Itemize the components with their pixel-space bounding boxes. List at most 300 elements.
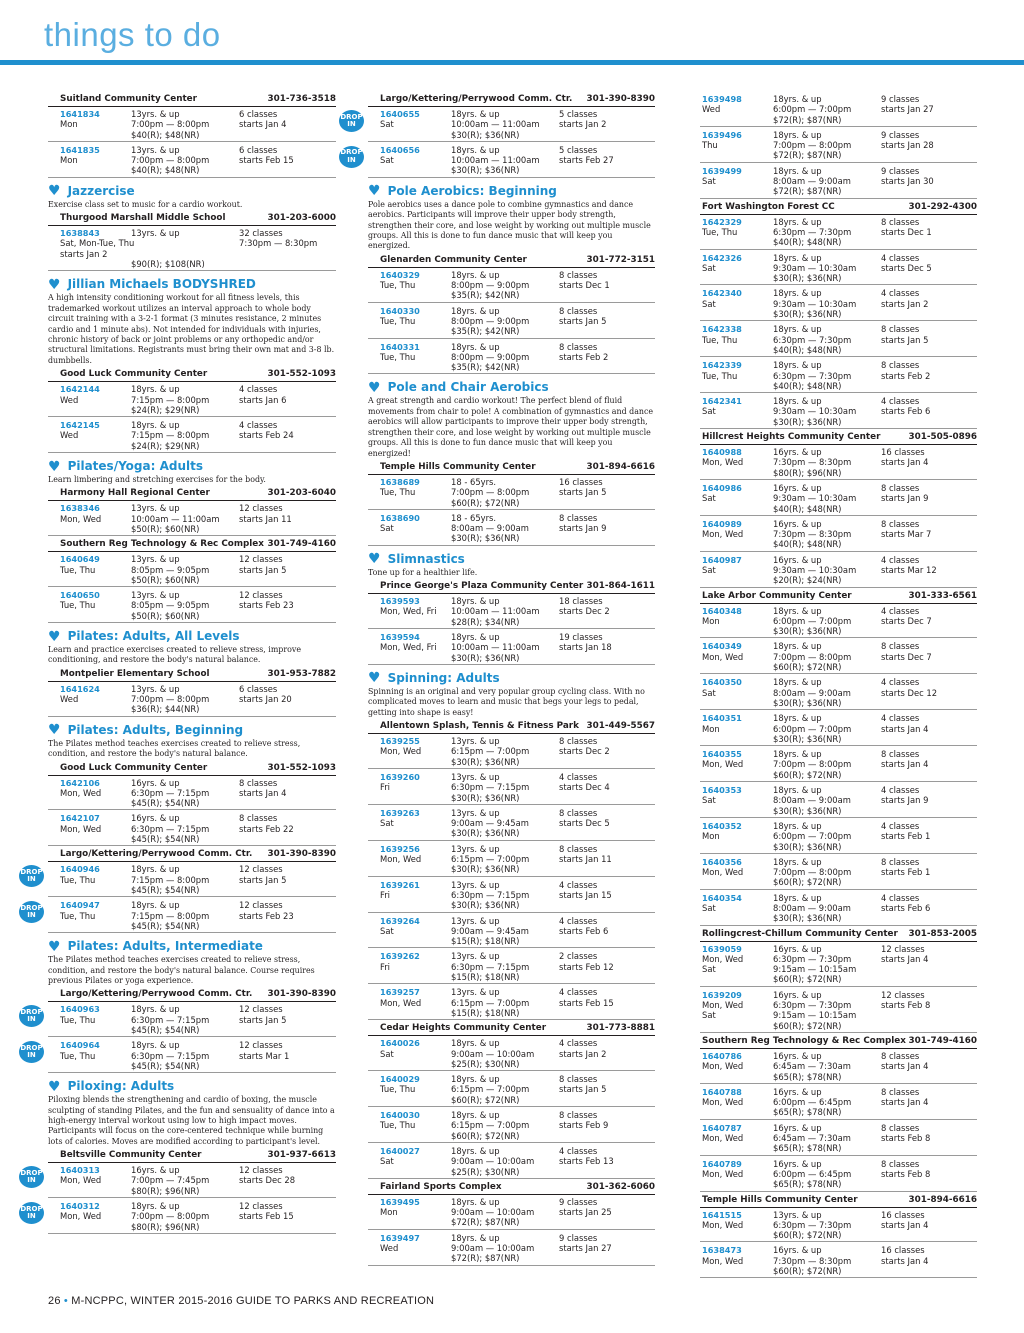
course-time: 6:30pm — 7:15pm	[451, 782, 530, 793]
course-time: 6:30pm — 7:30pm	[773, 334, 852, 345]
course-start: starts Feb 9	[559, 1120, 609, 1131]
venue-name: Hillcrest Heights Community Center	[702, 432, 881, 443]
course-number[interactable]: 1640963	[60, 1004, 100, 1015]
venue-name: Good Luck Community Center	[60, 762, 208, 773]
course-row	[60, 684, 336, 694]
course-row	[380, 306, 655, 316]
course-row	[380, 477, 655, 487]
course-number[interactable]: 1640355	[702, 749, 742, 760]
course-number[interactable]: 1639593	[380, 596, 420, 607]
course-age: 18yrs. & up	[451, 305, 500, 316]
course-start: starts Feb 22	[239, 823, 294, 834]
course-row	[380, 1233, 655, 1243]
venue-header	[48, 93, 336, 107]
course-classes: 4 classes	[559, 772, 598, 782]
course-row	[702, 944, 977, 954]
course-number[interactable]: 1640349	[702, 641, 742, 652]
course-time: 7:00pm — 8:00pm	[131, 119, 210, 130]
course-start: starts Dec 2	[559, 746, 610, 757]
course-start: starts Jan 4	[881, 1097, 929, 1108]
venue-phone: 301-773-8881	[586, 1023, 655, 1034]
course-listing	[368, 843, 655, 877]
course-start: starts Dec 28	[239, 1175, 296, 1186]
course-age: 16yrs. & up	[773, 943, 822, 954]
course-start: starts Feb 2	[559, 351, 609, 362]
course-days: Sat	[380, 119, 394, 130]
course-days: Mon, Wed	[702, 529, 744, 540]
course-row	[702, 335, 977, 345]
course-age: 16yrs. & up	[773, 989, 822, 1000]
course-age: 18yrs. & up	[773, 165, 822, 176]
course-days: Mon, Wed, Fri	[380, 606, 437, 617]
course-age: 18yrs. & up	[773, 252, 822, 263]
heart-icon: ♥	[368, 551, 381, 568]
course-listing	[700, 446, 977, 480]
course-time: 7:00pm — 8:00pm	[451, 487, 530, 498]
course-row	[702, 483, 977, 493]
course-row	[702, 217, 977, 227]
course-row	[380, 746, 655, 756]
course-number[interactable]: 1642145	[60, 420, 100, 431]
course-number[interactable]: 1640353	[702, 785, 742, 796]
course-number[interactable]: 1640354	[702, 892, 742, 903]
course-row	[380, 926, 655, 936]
course-number[interactable]: 1641834	[60, 109, 100, 119]
course-fee: $28(R); $34(NR)	[451, 616, 520, 627]
course-start: starts Jan 2	[881, 298, 929, 309]
course-row	[380, 818, 655, 828]
course-number[interactable]: 1640348	[702, 605, 742, 616]
course-number[interactable]: 1642144	[60, 384, 100, 395]
course-number[interactable]: 1639262	[380, 951, 420, 962]
course-number[interactable]: 1640989	[702, 518, 742, 529]
course-fee: $30(R); $36(NR)	[773, 697, 842, 708]
course-age: 18yrs. & up	[451, 109, 500, 119]
course-row	[380, 280, 655, 290]
venue-header	[48, 762, 336, 776]
course-classes: 5 classes	[559, 109, 598, 119]
course-number[interactable]: 1639059	[702, 943, 742, 954]
course-fee: $15(R); $18(NR)	[451, 936, 520, 947]
course-listing	[700, 1244, 977, 1278]
course-time: 10:00am — 11:00am	[451, 119, 540, 130]
course-age: 18yrs. & up	[773, 785, 822, 796]
course-number[interactable]: 1639257	[380, 987, 420, 998]
course-number[interactable]: 1642339	[702, 360, 742, 371]
course-number[interactable]: 1640986	[702, 482, 742, 493]
course-classes: 16 classes	[881, 447, 925, 458]
course-time: 6:30pm — 7:15pm	[131, 787, 210, 798]
course-listing	[368, 341, 655, 375]
course-days: Sat	[702, 298, 716, 309]
course-age: 18yrs. & up	[131, 384, 180, 395]
course-number[interactable]: 1642329	[702, 216, 742, 227]
course-start: starts Dec 5	[559, 818, 610, 829]
course-number[interactable]: 1641515	[702, 1209, 742, 1220]
program-title	[368, 380, 655, 395]
course-row	[380, 119, 655, 129]
course-row	[380, 1243, 655, 1253]
course-classes: 12 classes	[239, 1201, 283, 1212]
course-number[interactable]: 1638843	[60, 228, 100, 239]
course-listing	[700, 287, 977, 321]
course-classes: 18 classes	[559, 596, 603, 607]
course-age: 18yrs. & up	[773, 713, 822, 724]
course-row	[702, 140, 977, 150]
course-days: Sat	[702, 406, 716, 417]
course-classes: 2 classes	[559, 951, 598, 962]
course-number[interactable]: 1640026	[380, 1038, 420, 1049]
program-title	[48, 629, 336, 644]
course-number[interactable]: 1639497	[380, 1232, 420, 1243]
course-number[interactable]: 1639263	[380, 807, 420, 818]
course-number[interactable]: 1639209	[702, 989, 742, 1000]
course-fee: $45(R); $54(NR)	[131, 1060, 200, 1071]
course-listing	[700, 640, 977, 674]
course-listing	[368, 986, 655, 1020]
course-fee: $40(R); $48(NR)	[773, 237, 842, 248]
course-row	[60, 1201, 336, 1211]
course-number[interactable]: 1640312	[60, 1201, 100, 1212]
course-listing	[368, 269, 655, 303]
course-start: starts Jan 28	[881, 140, 934, 151]
page-title: things to do	[44, 16, 221, 53]
course-start: starts Jan 2	[559, 119, 607, 130]
course-days: Sat	[702, 795, 716, 806]
course-age: 18yrs. & up	[451, 144, 500, 155]
course-number[interactable]: 1640029	[380, 1074, 420, 1085]
course-number[interactable]: 1640351	[702, 713, 742, 724]
course-number[interactable]: 1642107	[60, 813, 100, 824]
course-classes: 9 classes	[881, 94, 920, 104]
drop-in-badge	[339, 146, 364, 168]
course-time: 7:00pm — 7:45pm	[131, 1175, 210, 1186]
course-age: 13yrs. & up	[451, 843, 500, 854]
course-row	[702, 990, 977, 1000]
course-age: 18yrs. & up	[451, 632, 500, 642]
course-number[interactable]: 1639499	[702, 165, 742, 176]
course-fee: $72(R); $87(NR)	[451, 1217, 520, 1228]
course-listing	[340, 144, 655, 178]
drop-in-badge	[19, 865, 44, 887]
course-row	[60, 600, 336, 610]
course-number[interactable]: 1640331	[380, 341, 420, 352]
venue-name: Fort Washington Forest CC	[702, 201, 835, 212]
drop-in-label: DROP	[20, 1204, 43, 1213]
course-start: starts Feb 24	[239, 430, 294, 441]
course-listing	[700, 216, 977, 250]
course-start: starts Jan 11	[559, 854, 612, 865]
course-row	[702, 371, 977, 381]
course-classes: 4 classes	[559, 915, 598, 926]
course-row	[380, 316, 655, 326]
course-listing	[700, 395, 977, 429]
course-days: Mon, Wed	[702, 1061, 744, 1072]
course-number[interactable]: 1638689	[380, 476, 420, 487]
course-listing	[340, 108, 655, 142]
course-days: Tue, Thu	[380, 351, 416, 362]
course-start: starts Jan 4	[239, 119, 287, 130]
course-time: 9:30am — 10:30am	[773, 406, 857, 417]
venue-phone: 301-552-1093	[267, 762, 336, 773]
course-days: Mon, Wed	[702, 1000, 744, 1011]
course-age: 13yrs. & up	[451, 951, 500, 962]
course-fee: $60(R); $72(NR)	[773, 662, 842, 673]
venue-header	[368, 254, 655, 268]
course-start: starts Jan 5	[559, 487, 607, 498]
program-title	[368, 671, 655, 686]
course-number[interactable]: 1639256	[380, 843, 420, 854]
course-time: 8:00am — 9:00am	[773, 795, 851, 806]
course-number[interactable]: 1639498	[702, 94, 742, 104]
course-number[interactable]: 1639261	[380, 879, 420, 890]
drop-in-label: DROP	[20, 867, 43, 876]
course-time: 7:15pm — 8:00pm	[131, 430, 210, 441]
venue-header	[48, 212, 336, 226]
course-number[interactable]: 1640786	[702, 1050, 742, 1061]
course-number[interactable]: 1640787	[702, 1122, 742, 1133]
course-number[interactable]: 1639495	[380, 1196, 420, 1207]
course-listing	[700, 554, 977, 588]
course-age: 18yrs. & up	[773, 892, 822, 903]
course-number[interactable]: 1640964	[60, 1040, 100, 1051]
course-number[interactable]: 1640313	[60, 1165, 100, 1176]
course-number[interactable]: 1642341	[702, 396, 742, 407]
course-age: 18yrs. & up	[773, 288, 822, 299]
course-days: Mon	[380, 1207, 398, 1218]
course-fee: $30(R); $36(NR)	[451, 756, 520, 767]
program-name: Spinning: Adults	[387, 670, 500, 685]
course-number[interactable]: 1642106	[60, 777, 100, 788]
course-classes: 6 classes	[239, 683, 278, 694]
course-fee: $15(R); $18(NR)	[451, 972, 520, 983]
course-classes: 12 classes	[239, 1165, 283, 1176]
course-time: 9:30am — 10:30am	[773, 564, 857, 575]
venue-header	[368, 720, 655, 734]
program-description: Learn and practice exercises created to relieve stress, improve conditioning, and restore the body's natural balance.	[48, 645, 302, 665]
course-age: 13yrs. & up	[131, 554, 180, 565]
course-start: starts Jan 5	[239, 1014, 287, 1025]
course-time: 6:00pm — 7:00pm	[773, 104, 852, 115]
course-time: 8:00pm — 9:00pm	[451, 316, 530, 326]
course-listing	[700, 856, 977, 890]
course-age: 18 - 65yrs.	[451, 512, 497, 523]
program-description: The Pilates method teaches exercises created to relieve stress, condition, and restore the body's natural balance.	[48, 738, 301, 759]
course-start: starts Jan 5	[559, 316, 607, 326]
course-days: Tue, Thu	[702, 334, 738, 345]
heart-icon: ♥	[48, 1078, 61, 1095]
venue-phone: 301-203-6040	[267, 488, 336, 499]
course-time: 6:15pm — 7:00pm	[451, 1084, 530, 1095]
course-age: 18yrs. & up	[773, 94, 822, 104]
course-days: Tue, Thu	[60, 1050, 96, 1061]
course-row	[380, 352, 655, 362]
course-fee: $30(R); $36(NR)	[451, 533, 520, 544]
course-days: Sat	[380, 925, 394, 936]
course-start: starts Jan 2	[559, 1048, 607, 1059]
course-days: Mon, Wed	[60, 513, 102, 524]
drop-in-label: IN	[27, 911, 36, 920]
course-listing	[48, 227, 336, 271]
course-time: 7:15pm — 8:00pm	[131, 874, 210, 885]
course-number[interactable]: 1639264	[380, 915, 420, 926]
venue-name: Temple Hills Community Center	[702, 1194, 858, 1205]
course-start: starts Dec 2	[559, 606, 610, 617]
course-row	[380, 642, 655, 652]
venue-phone: 301-552-1093	[267, 369, 336, 380]
course-number[interactable]: 1641624	[60, 683, 100, 694]
venue-name: Suitland Community Center	[60, 94, 197, 104]
course-start: starts Jan 18	[559, 642, 612, 653]
course-row	[702, 1159, 977, 1169]
course-row	[702, 360, 977, 370]
course-listing	[20, 1039, 336, 1073]
course-number[interactable]: 1642338	[702, 324, 742, 335]
course-number[interactable]: 1640027	[380, 1145, 420, 1156]
course-listing	[48, 419, 336, 453]
course-start: starts Mar 1	[239, 1050, 290, 1061]
course-number[interactable]: 1640789	[702, 1158, 742, 1169]
drop-in-label: DROP	[340, 148, 363, 157]
course-number[interactable]: 1640946	[60, 864, 100, 875]
course-start: starts Jan 4	[881, 1255, 929, 1266]
course-classes: 9 classes	[559, 1196, 598, 1207]
course-number[interactable]: 1640330	[380, 305, 420, 316]
venue-phone: 301-736-3518	[267, 94, 336, 104]
course-start: starts Jan 20	[239, 694, 292, 705]
course-number[interactable]: 1640988	[702, 447, 742, 458]
course-number[interactable]: 1639260	[380, 772, 420, 782]
course-listing	[368, 1196, 655, 1230]
course-classes: 8 classes	[881, 482, 920, 493]
course-row	[702, 1097, 977, 1107]
venue-header	[48, 848, 336, 862]
course-number[interactable]: 1642340	[702, 288, 742, 299]
course-fee: $30(R); $36(NR)	[451, 129, 520, 140]
course-number[interactable]: 1640655	[380, 109, 420, 119]
course-start: starts Jan 4	[881, 723, 929, 734]
course-days: Fri	[380, 782, 390, 793]
course-time: 7:15pm — 8:00pm	[131, 394, 210, 405]
venue-phone: 301-333-6561	[908, 590, 977, 601]
course-row	[380, 736, 655, 746]
course-number[interactable]: 1638473	[702, 1245, 742, 1256]
course-row	[702, 641, 977, 651]
venue-header	[700, 928, 977, 942]
course-classes: 8 classes	[559, 1110, 598, 1121]
course-number[interactable]: 1640329	[380, 269, 420, 280]
course-days: Sat	[380, 1156, 394, 1167]
course-number[interactable]: 1642326	[702, 252, 742, 263]
course-number[interactable]: 1640987	[702, 554, 742, 565]
course-fee: $30(R); $36(NR)	[773, 805, 842, 816]
course-classes: 8 classes	[881, 749, 920, 760]
course-start: starts Jan 5	[239, 564, 287, 575]
course-row	[702, 457, 977, 467]
course-age: 16yrs. & up	[773, 1122, 822, 1133]
course-row	[702, 749, 977, 759]
course-fee: $40(R); $48(NR)	[773, 380, 842, 391]
course-row	[60, 565, 336, 575]
course-number[interactable]: 1640650	[60, 590, 100, 601]
course-start: starts Dec 7	[881, 651, 932, 662]
course-classes: 8 classes	[881, 360, 920, 371]
course-fee: $25(R); $30(NR)	[451, 1166, 520, 1177]
course-days: Sat	[702, 564, 716, 575]
course-number[interactable]: 1639496	[702, 129, 742, 140]
course-classes: 12 classes	[881, 989, 925, 1000]
course-start: starts Jan 6	[239, 394, 287, 405]
course-row	[702, 288, 977, 298]
course-number[interactable]: 1640788	[702, 1086, 742, 1097]
venue-name: Cedar Heights Community Center	[380, 1023, 547, 1034]
course-number[interactable]: 1640947	[60, 900, 100, 911]
course-number[interactable]: 1640649	[60, 554, 100, 565]
course-days: Mon	[702, 615, 720, 626]
course-days: Mon, Wed	[702, 1168, 744, 1179]
course-fee: $72(R); $87(NR)	[773, 186, 842, 197]
course-listing	[368, 915, 655, 949]
course-number[interactable]: 1639255	[380, 736, 420, 747]
course-row	[702, 166, 977, 176]
course-age: 16yrs. & up	[773, 1158, 822, 1169]
course-row	[60, 778, 336, 788]
course-age: 18yrs. & up	[773, 677, 822, 688]
course-classes: 16 classes	[881, 1245, 925, 1256]
course-classes: 8 classes	[239, 813, 278, 824]
course-number[interactable]: 1640350	[702, 677, 742, 688]
program-title	[48, 723, 336, 738]
course-number[interactable]: 1640030	[380, 1110, 420, 1121]
course-listing	[700, 784, 977, 818]
heart-icon: ♥	[48, 628, 61, 645]
course-row	[380, 772, 655, 782]
course-row	[702, 493, 977, 503]
course-number[interactable]: 1638690	[380, 512, 420, 523]
course-age: 13yrs. & up	[451, 987, 500, 998]
course-number[interactable]: 1641835	[60, 144, 100, 155]
course-listing	[20, 863, 336, 897]
course-start: starts Feb 8	[881, 1168, 931, 1179]
course-row	[380, 606, 655, 616]
course-listing	[700, 1209, 977, 1243]
course-time: 8:00pm — 9:00pm	[451, 280, 530, 291]
course-row	[60, 1175, 336, 1185]
course-number[interactable]: 1639594	[380, 632, 420, 642]
course-number[interactable]: 1638346	[60, 503, 100, 514]
course-row	[702, 299, 977, 309]
program-description: Exercise class set to music for a cardio workout.	[48, 199, 243, 209]
course-listing	[48, 502, 336, 536]
course-row	[380, 513, 655, 523]
venue-header	[700, 431, 977, 445]
heart-icon: ♥	[48, 183, 61, 200]
course-row	[60, 864, 336, 874]
course-row	[60, 145, 336, 155]
course-time: 7:30pm — 8:30pm	[773, 457, 852, 468]
course-number[interactable]: 1640352	[702, 820, 742, 831]
course-classes: 8 classes	[881, 216, 920, 227]
course-age: 18yrs. & up	[131, 420, 180, 431]
course-number[interactable]: 1640356	[702, 856, 742, 867]
course-listing	[368, 735, 655, 769]
course-number[interactable]: 1640656	[380, 144, 420, 155]
course-days: Sat	[380, 155, 394, 166]
course-classes: 8 classes	[559, 305, 598, 316]
course-age: 13yrs. & up	[131, 590, 180, 601]
course-row	[702, 1169, 977, 1179]
course-row	[702, 447, 977, 457]
